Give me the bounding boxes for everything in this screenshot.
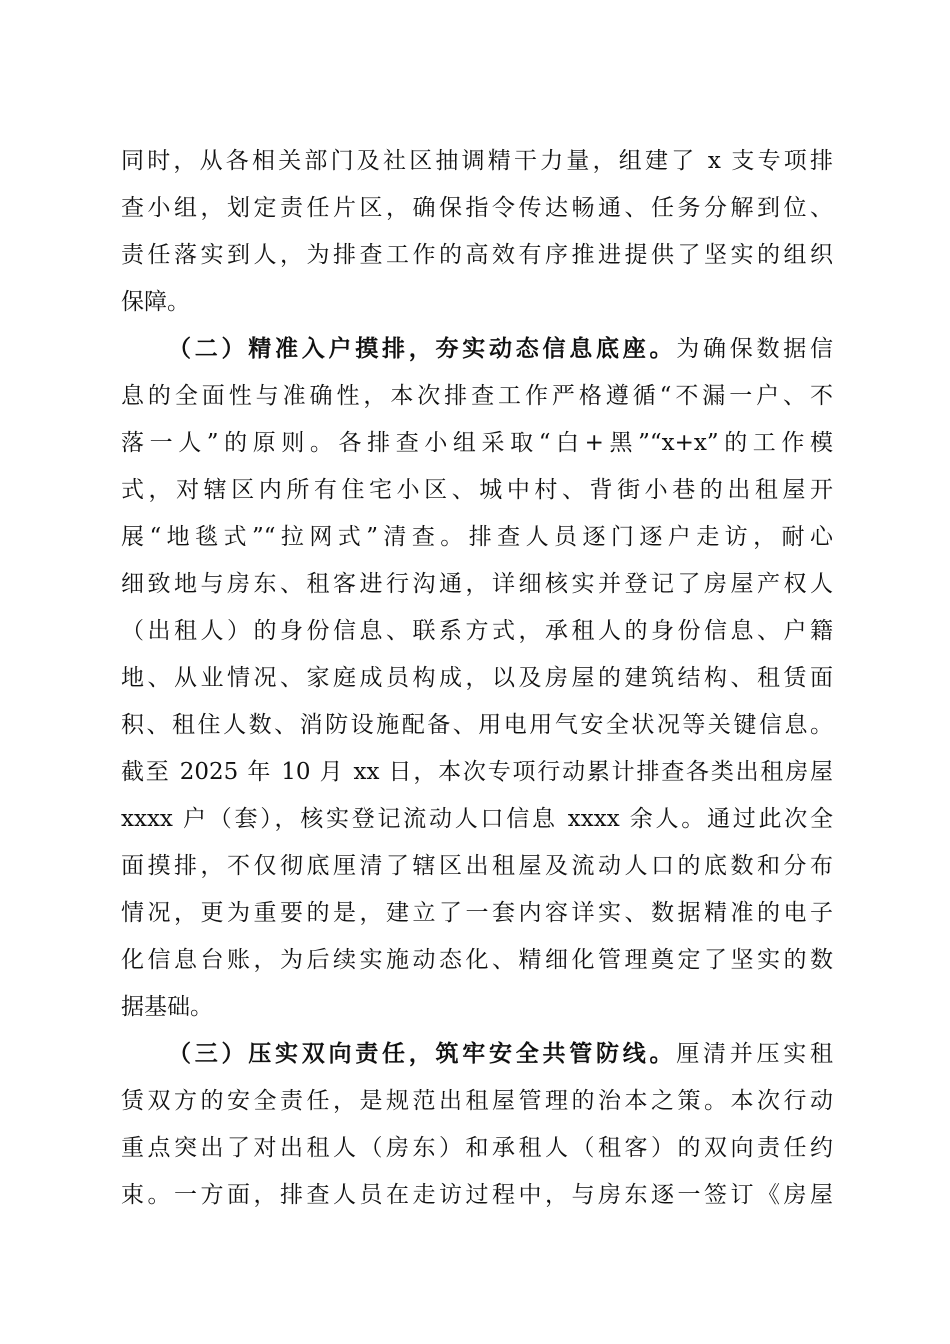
text-line: 查小组，划定责任片区，确保指令传达畅通、任务分解到位、 bbox=[121, 195, 833, 221]
text-line: 积、租住人数、消防设施配备、用电用气安全状况等关键信息。 bbox=[121, 712, 833, 738]
section-3-lead-text: 厘清并压实租 bbox=[676, 1041, 833, 1067]
text-line: 地、从业情况、家庭成员构成，以及房屋的建筑结构、租赁面 bbox=[121, 665, 833, 691]
text-line: 息的全面性与准确性，本次排查工作严格遵循“不漏一户、不 bbox=[121, 383, 833, 409]
text-line: 赁双方的安全责任，是规范出租屋管理的治本之策。本次行动 bbox=[121, 1088, 833, 1114]
text-line: xxxx 户（套），核实登记流动人口信息 xxxx 余人。通过此次全 bbox=[121, 806, 833, 832]
text-line: 同时，从各相关部门及社区抽调精干力量，组建了 x 支专项排 bbox=[121, 148, 833, 174]
section-2-heading: （二）精准入户摸排，夯实动态信息底座。 bbox=[168, 335, 677, 362]
text-line: 情况，更为重要的是，建立了一套内容详实、数据精准的电子 bbox=[121, 900, 833, 926]
text-line: 保障。 bbox=[121, 289, 190, 315]
text-line: 细致地与房东、租客进行沟通，详细核实并登记了房屋产权人 bbox=[121, 571, 833, 597]
text-line: 重点突出了对出租人（房东）和承租人（租客）的双向责任约 bbox=[121, 1135, 833, 1161]
section-3-first-line bbox=[168, 1034, 833, 1074]
text-line: 据基础。 bbox=[121, 994, 213, 1020]
text-line: 落一人”的原则。各排查小组采取“白+黑”“x+x”的工作模 bbox=[121, 430, 833, 456]
section-3-heading: （三）压实双向责任，筑牢安全共管防线。 bbox=[168, 1040, 677, 1067]
section-2-first-line bbox=[168, 329, 833, 369]
text-line: 责任落实到人，为排查工作的高效有序推进提供了坚实的组织 bbox=[121, 242, 833, 268]
text-line: 式，对辖区内所有住宅小区、城中村、背街小巷的出租屋开 bbox=[121, 477, 833, 503]
text-line: 化信息台账，为后续实施动态化、精细化管理奠定了坚实的数 bbox=[121, 947, 833, 973]
text-line: 束。一方面，排查人员在走访过程中，与房东逐一签订《房屋 bbox=[121, 1182, 833, 1208]
text-line: 截至 2025 年 10 月 xx 日，本次专项行动累计排查各类出租房屋 bbox=[121, 759, 833, 785]
text-line: 面摸排，不仅彻底厘清了辖区出租屋及流动人口的底数和分布 bbox=[121, 853, 833, 879]
text-line: 展“地毯式”“拉网式”清查。排查人员逐门逐户走访，耐心 bbox=[121, 524, 833, 550]
section-2-lead-text: 为确保数据信 bbox=[676, 336, 833, 362]
text-line: （出租人）的身份信息、联系方式，承租人的身份信息、户籍 bbox=[121, 618, 833, 644]
